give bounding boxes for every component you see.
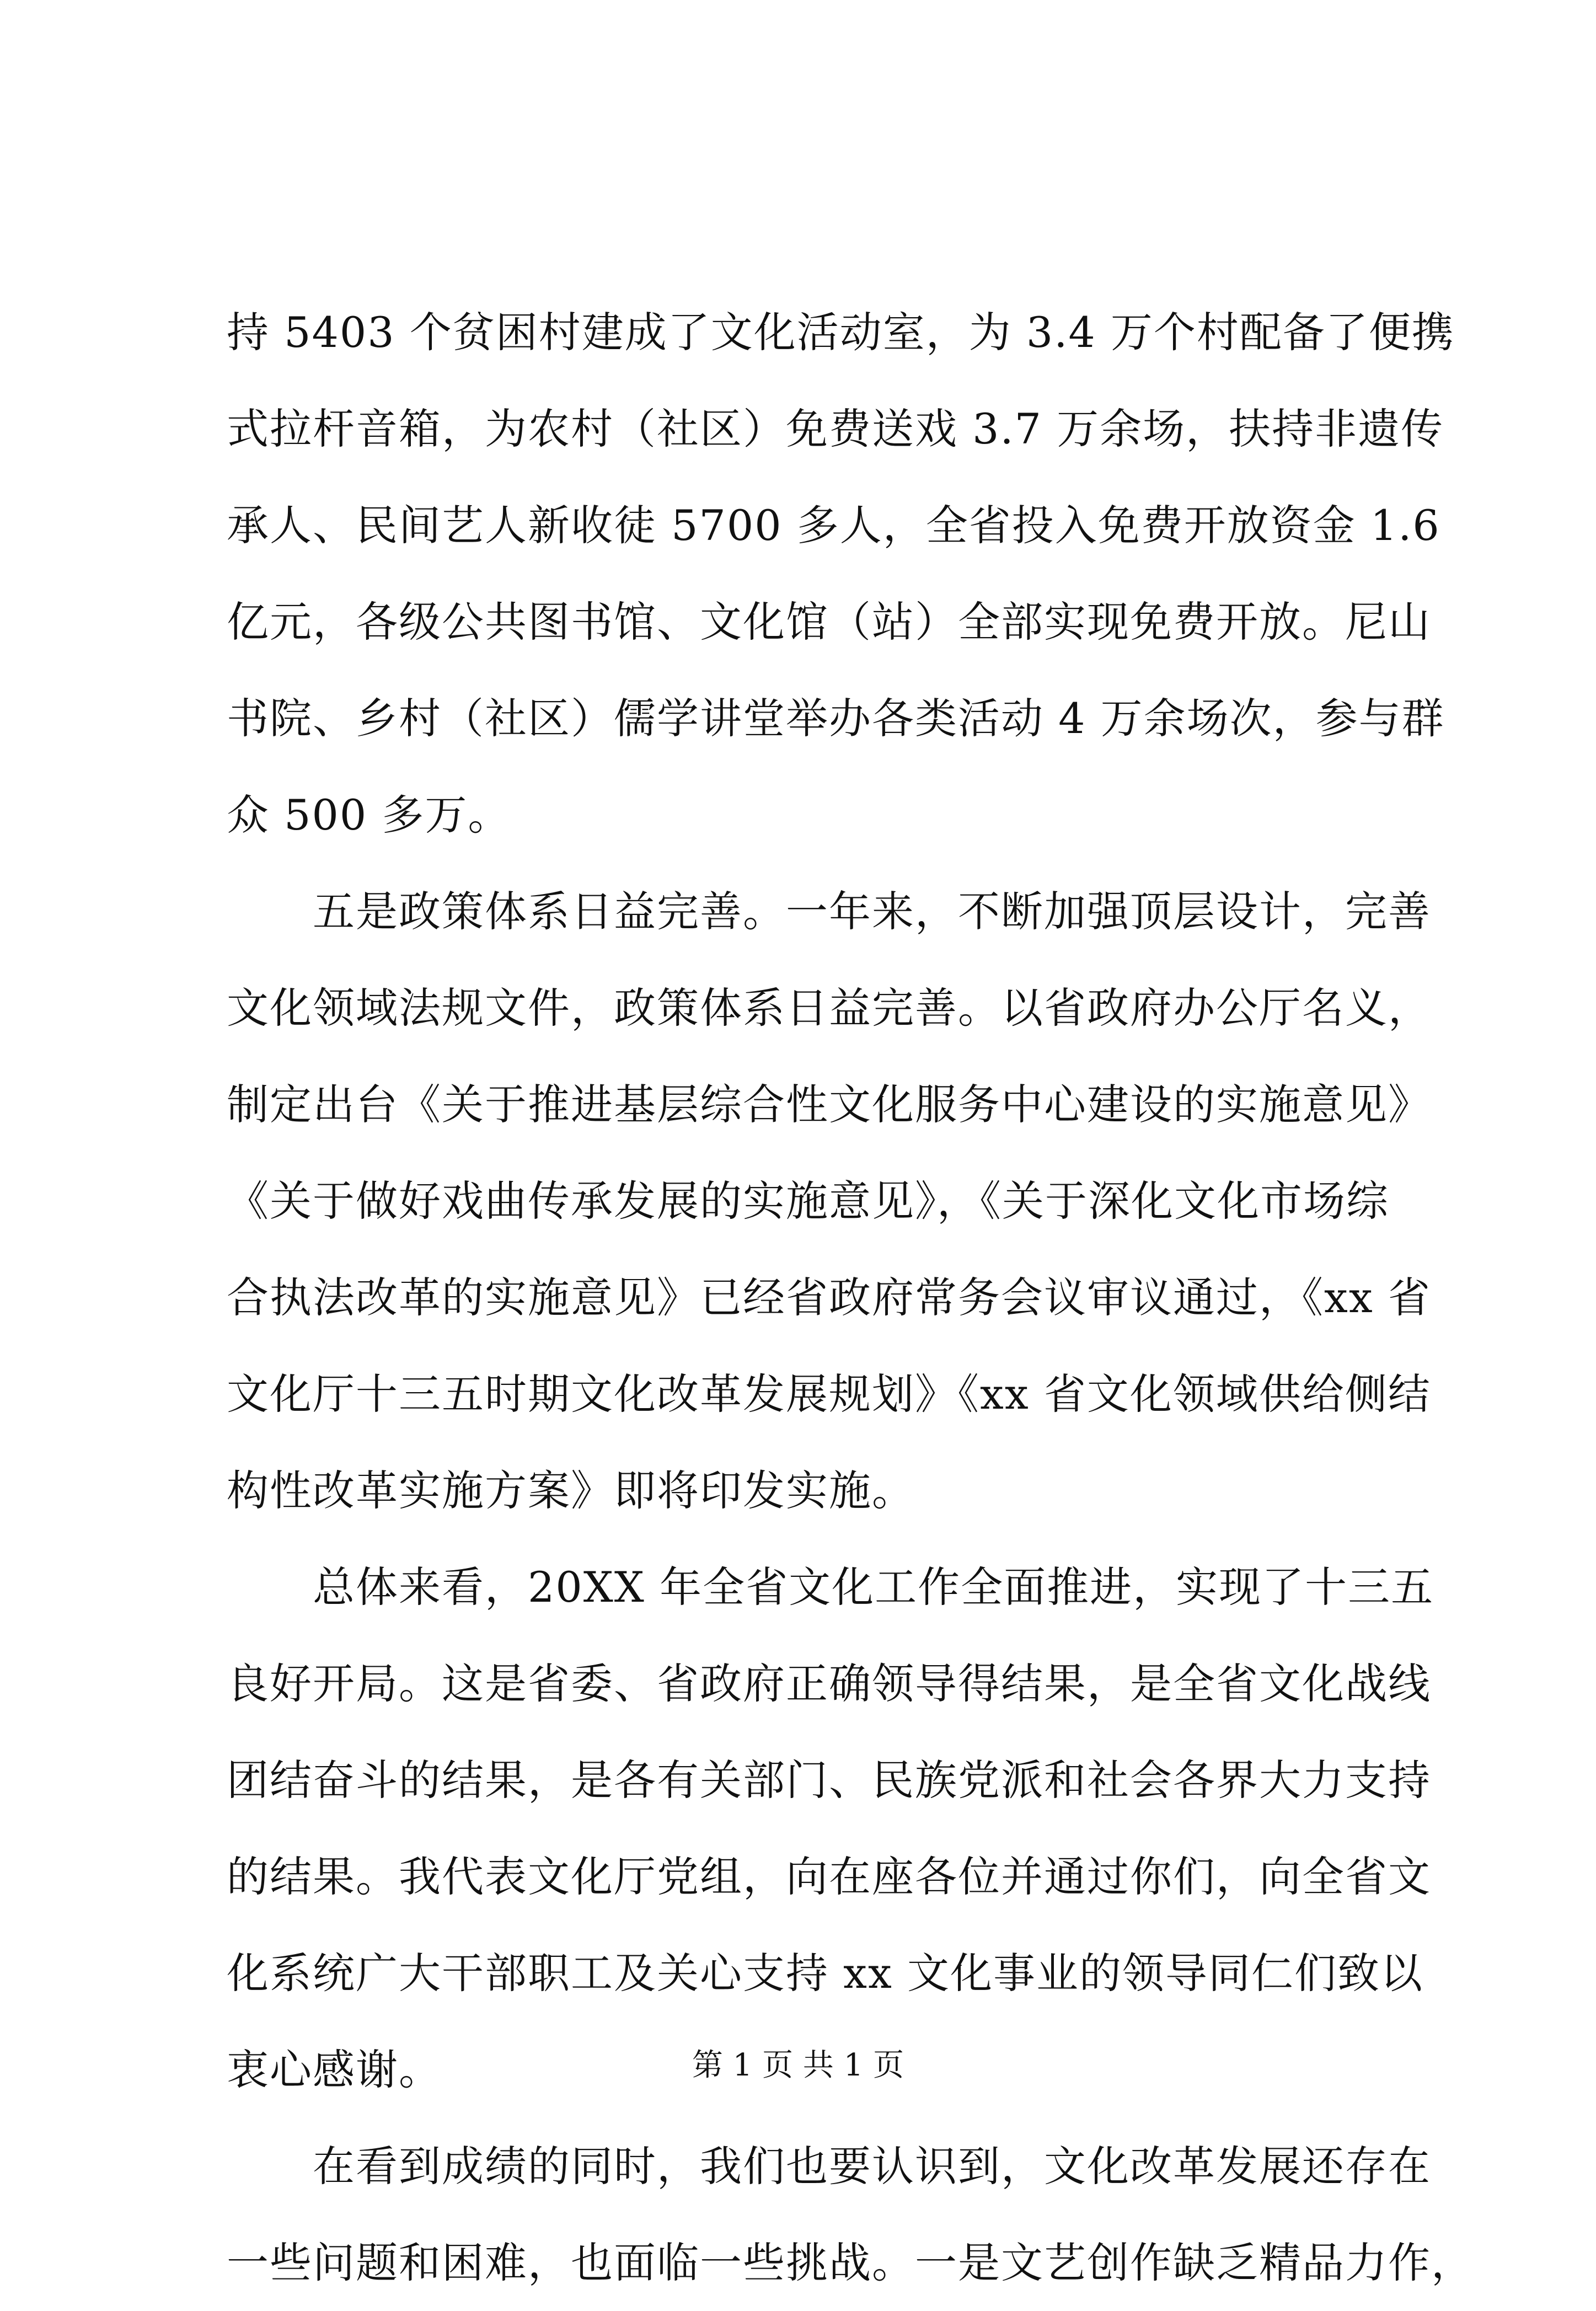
text-line: 良好开局。这是省委、省政府正确领导得结果，是全省文化战线 (227, 1659, 1431, 1708)
text-line: 团结奋斗的结果，是各有关部门、民族党派和社会各界大力支持 (227, 1756, 1431, 1805)
text-line: 众 500 多万。 (227, 790, 511, 839)
text-line: 持 5403 个贫困村建成了文化活动室，为 3.4 万个村配备了便携 (227, 308, 1455, 357)
text-line: 《关于做好戏曲传承发展的实施意见》，《关于深化文化市场综 (227, 1176, 1389, 1226)
page-footer: 第 1 页 共 1 页 (692, 2047, 904, 2083)
text-line: 合执法改革的实施意见》已经省政府常务会议审议通过，《xx 省 (227, 1273, 1431, 1322)
text-line: 文化厅十三五时期文化改革发展规划》《xx 省文化领域供给侧结 (227, 1370, 1431, 1419)
text-line: 制定出台《关于推进基层综合性文化服务中心建设的实施意见》 (227, 1080, 1431, 1129)
document-body (227, 284, 1474, 2311)
text-line: 在看到成绩的同时，我们也要认识到，文化改革发展还存在 (227, 2142, 1431, 2191)
text-line: 亿元，各级公共图书馆、文化馆（站）全部实现免费开放。尼山 (227, 597, 1431, 646)
text-line: 的结果。我代表文化厅党组，向在座各位并通过你们，向全省文 (227, 1852, 1431, 1901)
text-line: 承人、民间艺人新收徒 5700 多人，全省投入免费开放资金 1.6 (227, 501, 1440, 550)
text-line: 文化领域法规文件，政策体系日益完善。以省政府办公厅名义， (227, 983, 1431, 1033)
text-line: 一些问题和困难，也面临一些挑战。一是文艺创作缺乏精品力作， (227, 2238, 1474, 2287)
text-line: 构性改革实施方案》即将印发实施。 (227, 1466, 915, 1515)
text-line: 书院、乡村（社区）儒学讲堂举办各类活动 4 万余场次，参与群 (227, 694, 1445, 743)
text-line: 五是政策体系日益完善。一年来，不断加强顶层设计，完善 (227, 887, 1431, 936)
text-line: 总体来看，20XX 年全省文化工作全面推进，实现了十三五 (227, 1563, 1434, 1612)
text-line: 化系统广大干部职工及关心支持 xx 文化事业的领导同仁们致以 (227, 1949, 1424, 1998)
text-line: 式拉杆音箱，为农村（社区）免费送戏 3.7 万余场，扶持非遗传 (227, 404, 1444, 453)
text-line: 衷心感谢。 (227, 2045, 442, 2094)
